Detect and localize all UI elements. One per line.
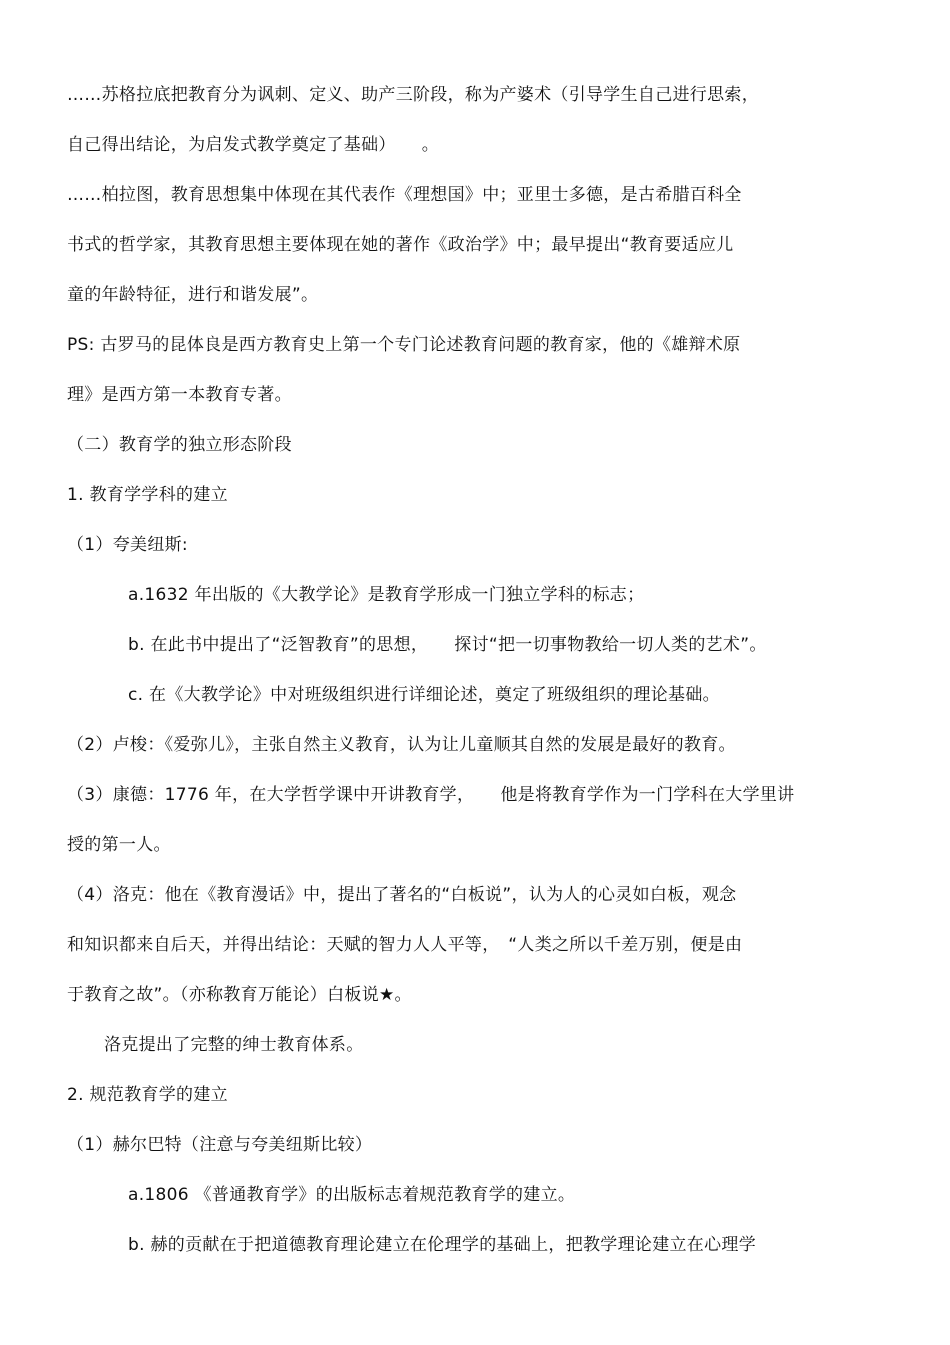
- sub-list-item: b. 赫的贡献在于把道德教育理论建立在伦理学的基础上，把教学理论建立在心理学: [128, 1235, 756, 1255]
- sub-list-item: b. 在此书中提出了“泛智教育”的思想， 探讨“把一切事物教给一切人类的艺术”。: [128, 635, 767, 655]
- list-item: （2）卢梭：《爱弥儿》，主张自然主义教育，认为让儿童顺其自然的发展是最好的教育。: [67, 735, 736, 755]
- text-line: 洛克提出了完整的绅士教育体系。: [104, 1035, 364, 1055]
- subsection-heading: 2. 规范教育学的建立: [67, 1085, 228, 1105]
- text-line: 和知识都来自后天，并得出结论：天赋的智力人人平等， “人类之所以千差万别，便是由: [67, 935, 743, 955]
- list-item-heading: （1）夸美纽斯:: [67, 535, 188, 555]
- text-line: 理》是西方第一本教育专著。: [67, 385, 292, 405]
- text-line: 授的第一人。: [67, 835, 171, 855]
- text-line: ……苏格拉底把教育分为讽刺、定义、助产三阶段，称为产婆术（引导学生自己进行思索，: [67, 85, 759, 105]
- section-heading: （二）教育学的独立形态阶段: [67, 435, 292, 455]
- text-line: 自己得出结论，为启发式教学奠定了基础） 。: [67, 135, 440, 155]
- sub-list-item: a.1632 年出版的《大教学论》是教育学形成一门独立学科的标志；: [128, 585, 645, 605]
- text-line: 于教育之故”。（亦称教育万能论）白板说★。: [67, 985, 412, 1005]
- list-item: （4）洛克：他在《教育漫话》中，提出了著名的“白板说”，认为人的心灵如白板，观念: [67, 885, 737, 905]
- text-line: ……柏拉图，教育思想集中体现在其代表作《理想国》中；亚里士多德，是古希腊百科全: [67, 185, 742, 205]
- text-line: 书式的哲学家，其教育思想主要体现在她的著作《政治学》中；最早提出“教育要适应儿: [67, 235, 734, 255]
- list-item: （3）康德：1776 年，在大学哲学课中开讲教育学， 他是将教育学作为一门学科在大学里讲: [67, 785, 795, 805]
- sub-list-item: a.1806 《普通教育学》的出版标志着规范教育学的建立。: [128, 1185, 576, 1205]
- sub-list-item: c. 在《大教学论》中对班级组织进行详细论述，奠定了班级组织的理论基础。: [128, 685, 720, 705]
- list-item-heading: （1）赫尔巴特（注意与夸美纽斯比较）: [67, 1135, 373, 1155]
- subsection-heading: 1. 教育学学科的建立: [67, 485, 228, 505]
- text-line: 童的年龄特征，进行和谐发展”。: [67, 285, 319, 305]
- text-line: PS: 古罗马的昆体良是西方教育史上第一个专门论述教育问题的教育家，他的《雄辩术原: [67, 335, 741, 355]
